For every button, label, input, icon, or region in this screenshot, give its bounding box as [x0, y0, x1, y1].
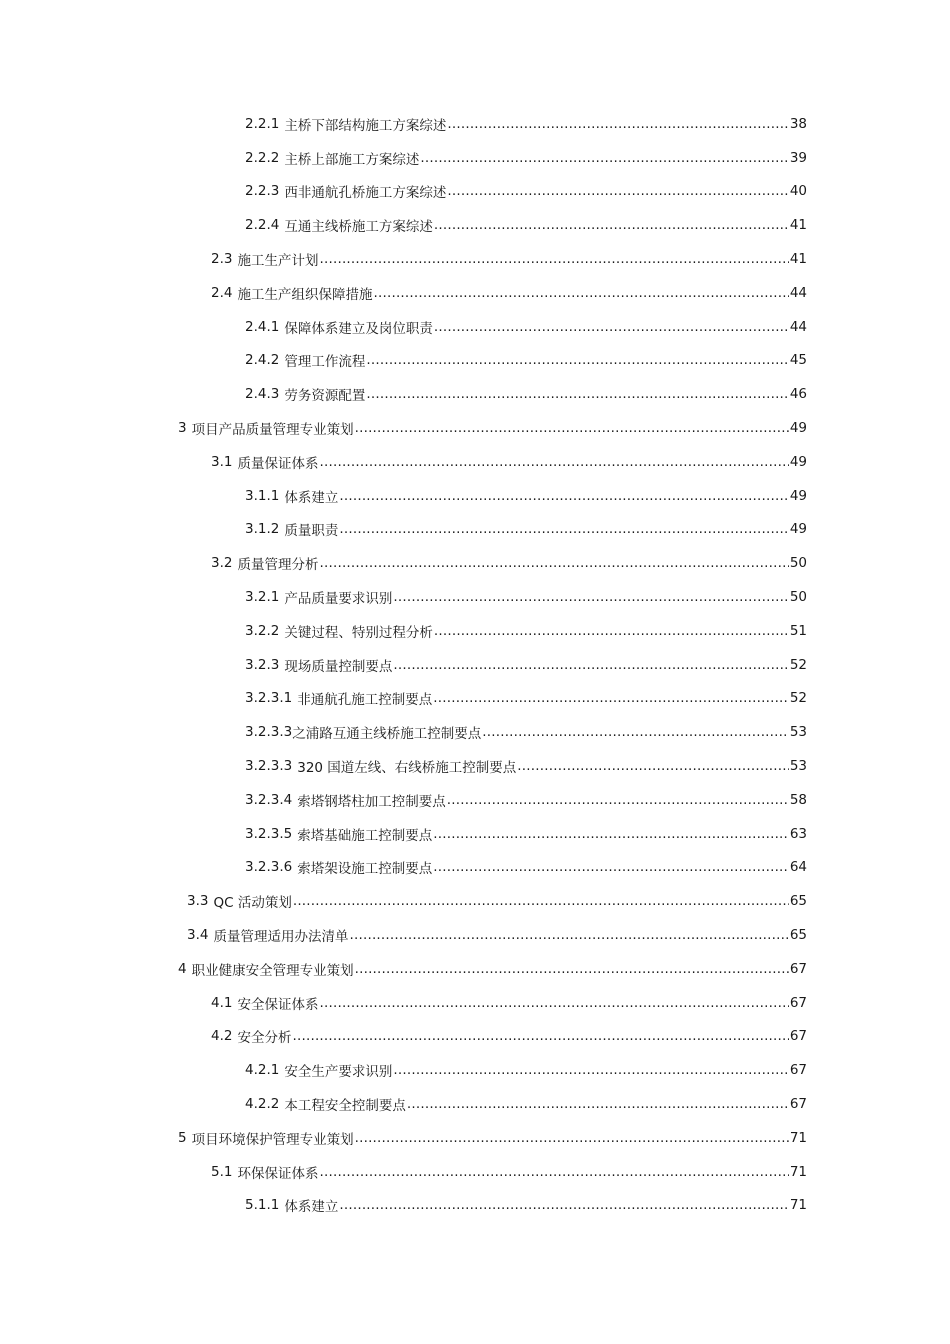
toc-entry[interactable]	[0, 208, 950, 242]
toc-entry-page-number: 58	[789, 791, 807, 808]
dot-leader	[420, 150, 788, 166]
toc-entry-title: 质量保证体系	[237, 455, 319, 472]
toc-entry-title: 西非通航孔桥施工方案综述	[284, 185, 447, 202]
toc-entry-title: 质量管理适用办法清单	[213, 929, 349, 946]
toc-entry-number: 2.3	[211, 251, 233, 268]
toc-entry-number: 2.4.2	[245, 352, 280, 369]
toc-entry-title: 保障体系建立及岗位职责	[284, 320, 433, 337]
toc-entry-title: 项目环境保护管理专业策划	[191, 1131, 354, 1148]
toc-entry-title: 关键过程、特别过程分析	[284, 624, 433, 641]
toc-entry-page-number: 50	[789, 589, 807, 606]
dot-leader	[447, 792, 789, 808]
toc-entry-page-number: 52	[789, 690, 807, 707]
toc-entry-number: 3.1	[211, 453, 233, 470]
toc-entry-title: 管理工作流程	[284, 354, 366, 371]
toc-entry-page-number: 67	[789, 994, 807, 1011]
toc-entry-title: 施工生产组织保障措施	[237, 286, 373, 303]
toc-entry-title: 安全分析	[237, 1030, 292, 1047]
toc-entry[interactable]	[0, 884, 950, 918]
toc-entry-title: 现场质量控制要点	[284, 658, 393, 675]
toc-entry-page-number: 52	[789, 656, 807, 673]
toc-entry-page-number: 39	[789, 149, 807, 166]
toc-entry[interactable]	[0, 479, 950, 513]
toc-entry-number: 5.1	[211, 1163, 233, 1180]
toc-entry-page-number: 38	[789, 115, 807, 132]
dot-leader	[339, 521, 788, 537]
toc-entry-number: 3.2	[211, 555, 233, 572]
toc-entry-title: 体系建立	[284, 1199, 339, 1216]
toc-entry-title: 施工生产计划	[237, 253, 319, 270]
dot-leader	[366, 386, 788, 402]
toc-entry[interactable]	[0, 445, 950, 479]
dot-leader	[433, 826, 789, 842]
dot-leader	[433, 690, 789, 706]
dot-leader	[355, 1130, 789, 1146]
toc-entry-title: 索塔架设施工控制要点	[297, 861, 433, 878]
toc-entry-title: 质量管理分析	[237, 557, 319, 574]
dot-leader	[319, 1164, 788, 1180]
toc-entry-number: 3.2.3	[245, 656, 280, 673]
toc-entry[interactable]	[0, 986, 950, 1020]
dot-leader	[393, 657, 788, 673]
dot-leader	[339, 1197, 788, 1213]
toc-entry-page-number: 53	[789, 758, 807, 775]
toc-entry-page-number: 41	[789, 251, 807, 268]
toc-entry-title: 体系建立	[284, 489, 339, 506]
toc-entry-title: 主桥上部施工方案综述	[284, 151, 420, 168]
toc-entry-title: 项目产品质量管理专业策划	[191, 422, 354, 439]
toc-entry[interactable]	[0, 580, 950, 614]
toc-entry-number: 3.2.1	[245, 589, 280, 606]
dot-leader	[517, 758, 789, 774]
toc-entry[interactable]	[0, 817, 950, 851]
toc-entry-title: 主桥下部结构施工方案综述	[284, 117, 447, 134]
toc-entry-page-number: 71	[789, 1197, 807, 1214]
toc-entry-number: 4.2.2	[245, 1096, 280, 1112]
toc-entry-page-number: 71	[789, 1129, 807, 1146]
toc-entry[interactable]	[0, 242, 950, 276]
toc-entry[interactable]	[0, 1189, 950, 1223]
dot-leader	[373, 285, 788, 301]
toc-entry-page-number: 50	[789, 555, 807, 572]
dot-leader	[355, 420, 789, 436]
dot-leader	[349, 927, 788, 943]
toc-entry[interactable]	[0, 107, 950, 141]
toc-entry[interactable]	[0, 715, 950, 749]
dot-leader	[434, 623, 789, 639]
toc-entry[interactable]	[0, 851, 950, 885]
toc-entry[interactable]	[0, 513, 950, 547]
toc-entry[interactable]	[0, 952, 950, 986]
toc-entry-number: 4.2.1	[245, 1062, 280, 1079]
toc-entry-number: 3.2.3.1	[245, 690, 293, 707]
toc-entry-title: 职业健康安全管理专业策划	[191, 962, 354, 979]
dot-leader	[293, 893, 789, 909]
toc-entry-title: 之浦路互通主线桥施工控制要点	[292, 726, 482, 743]
toc-entry-title: 质量职责	[284, 523, 339, 540]
toc-entry-page-number: 67	[789, 1062, 807, 1079]
toc-entry-page-number: 64	[789, 859, 807, 876]
toc-entry[interactable]	[0, 1121, 950, 1155]
toc-entry[interactable]	[0, 1053, 950, 1087]
toc-entry-page-number: 40	[789, 183, 807, 200]
toc-entry-title: 安全生产要求识别	[284, 1064, 393, 1081]
dot-leader	[393, 589, 788, 605]
toc-entry[interactable]	[0, 310, 950, 344]
toc-entry-title: 环保保证体系	[237, 1165, 319, 1182]
toc-entry-title: 非通航孔施工控制要点	[297, 692, 433, 709]
table-of-contents	[0, 107, 950, 1222]
toc-entry-number: 4	[178, 960, 187, 977]
toc-entry-page-number: 53	[789, 724, 807, 741]
toc-entry[interactable]	[0, 1020, 950, 1054]
toc-entry-number: 2.2.1	[245, 115, 280, 132]
toc-entry-title: 劳务资源配置	[284, 388, 366, 405]
toc-entry-page-number: 49	[789, 487, 807, 504]
dot-leader	[433, 859, 789, 875]
toc-entry[interactable]	[0, 141, 950, 175]
toc-entry-number: 3	[178, 420, 187, 437]
toc-entry-title: 索塔基础施工控制要点	[297, 827, 433, 844]
toc-entry[interactable]	[0, 783, 950, 817]
toc-entry[interactable]	[0, 648, 950, 682]
toc-entry-number: 3.2.3.6	[245, 859, 293, 876]
toc-entry-number: 2.2.4	[245, 217, 280, 234]
toc-entry-title: 安全保证体系	[237, 996, 319, 1013]
toc-entry-number: 2.4.1	[245, 318, 280, 335]
toc-entry[interactable]	[0, 377, 950, 411]
dot-leader	[339, 488, 788, 504]
toc-entry-number: 3.2.3.4	[245, 791, 293, 808]
toc-entry-title: 320 国道左线、右线桥施工控制要点	[297, 760, 517, 777]
toc-entry-page-number: 63	[789, 825, 807, 842]
toc-entry-number: 3.2.3.5	[245, 825, 293, 842]
toc-entry-title: QC 活动策划	[213, 895, 292, 912]
toc-entry-number: 5.1.1	[245, 1197, 280, 1214]
toc-entry[interactable]	[0, 175, 950, 209]
dot-leader	[447, 116, 788, 132]
toc-entry-page-number: 67	[789, 960, 807, 977]
toc-entry[interactable]	[0, 1087, 950, 1121]
dot-leader	[319, 454, 788, 470]
toc-entry-number: 3.1.1	[245, 487, 280, 504]
toc-entry-number: 2.2.2	[245, 149, 280, 166]
toc-entry-page-number: 44	[789, 318, 807, 335]
dot-leader	[366, 352, 788, 368]
toc-entry-page-number: 49	[789, 420, 807, 437]
toc-entry-page-number: 65	[789, 893, 807, 910]
toc-entry[interactable]	[0, 749, 950, 783]
dot-leader	[434, 319, 789, 335]
toc-entry[interactable]	[0, 411, 950, 445]
toc-entry-number: 2.4	[211, 284, 233, 301]
toc-entry-page-number: 45	[789, 352, 807, 369]
toc-entry-number: 4.1	[211, 994, 233, 1011]
toc-entry-page-number: 44	[789, 284, 807, 301]
toc-entry-page-number: 65	[789, 927, 807, 944]
dot-leader	[355, 961, 789, 977]
toc-entry-page-number: 67	[789, 1096, 807, 1112]
toc-entry-page-number: 49	[789, 521, 807, 538]
toc-entry-number: 5	[178, 1129, 187, 1146]
toc-entry[interactable]	[0, 918, 950, 952]
toc-entry-page-number: 71	[789, 1163, 807, 1180]
toc-entry-page-number: 51	[789, 622, 807, 639]
toc-entry-title: 本工程安全控制要点	[284, 1098, 406, 1114]
dot-leader	[319, 995, 788, 1011]
toc-entry[interactable]	[0, 682, 950, 716]
toc-entry-number: 2.2.3	[245, 183, 280, 200]
dot-leader	[319, 251, 788, 267]
dot-leader	[292, 1028, 788, 1044]
toc-entry[interactable]	[0, 344, 950, 378]
toc-entry[interactable]	[0, 614, 950, 648]
toc-entry[interactable]	[0, 546, 950, 580]
toc-entry-number: 3.1.2	[245, 521, 280, 538]
toc-entry-number: 3.2.3.3	[245, 724, 293, 741]
toc-entry-number: 2.4.3	[245, 386, 280, 403]
toc-entry-number: 3.2.3.3	[245, 758, 293, 775]
toc-entry-title: 互通主线桥施工方案综述	[284, 219, 433, 236]
dot-leader	[447, 183, 788, 199]
toc-entry-number: 3.2.2	[245, 622, 280, 639]
dot-leader	[319, 555, 788, 571]
dot-leader	[434, 217, 789, 233]
toc-entry-title: 索塔钢塔柱加工控制要点	[297, 793, 446, 810]
toc-entry-number: 3.4	[187, 927, 209, 944]
toc-entry-title: 产品质量要求识别	[284, 591, 393, 608]
toc-entry[interactable]	[0, 1155, 950, 1189]
toc-entry-page-number: 46	[789, 386, 807, 403]
toc-entry-number: 3.3	[187, 893, 209, 910]
toc-entry-page-number: 41	[789, 217, 807, 234]
toc-entry-page-number: 67	[789, 1028, 807, 1045]
toc-entry-page-number: 49	[789, 453, 807, 470]
dot-leader	[482, 724, 789, 740]
toc-entry[interactable]	[0, 276, 950, 310]
dot-leader	[407, 1096, 789, 1112]
dot-leader	[393, 1062, 788, 1078]
toc-entry-number: 4.2	[211, 1028, 233, 1045]
